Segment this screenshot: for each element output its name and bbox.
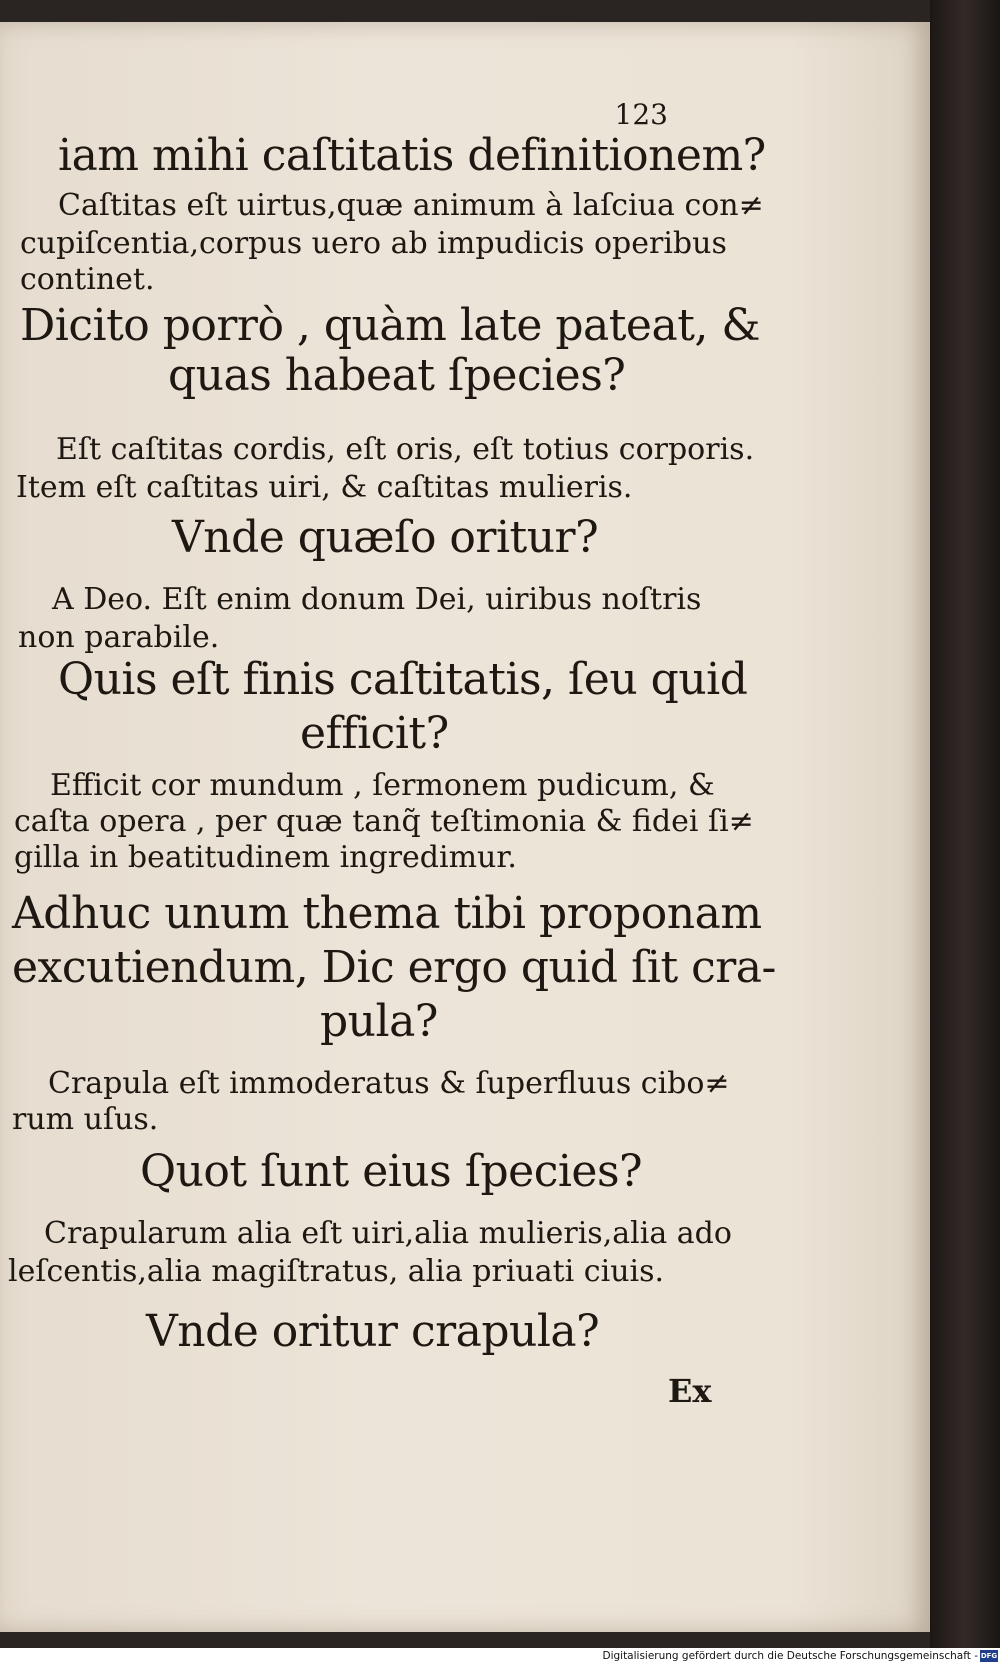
- book-spine-shadow: [930, 0, 1000, 1664]
- dfg-logo: DFG: [980, 1652, 998, 1660]
- heading-line: Quis eſt finis caſtitatis, ſeu quid: [58, 654, 748, 705]
- footer-bar: [0, 1648, 1000, 1664]
- footer-credit: Digitalisierung gefördert durch die Deutsche Forschungsgemeinschaft -: [602, 1650, 978, 1662]
- text-line: continet.: [20, 262, 155, 297]
- text-line: rum uſus.: [12, 1102, 159, 1137]
- heading-line: Adhuc unum thema tibi proponam: [12, 888, 762, 939]
- catchword: Ex: [668, 1372, 712, 1410]
- text-line: non parabile.: [18, 620, 220, 655]
- heading-line: Vnde quæſo oritur?: [172, 512, 599, 563]
- text-line: A Deo. Eſt enim donum Dei, uiribus noſtris: [52, 582, 702, 617]
- text-line: Crapularum alia eſt uiri,alia mulieris,alia ado: [44, 1216, 732, 1251]
- text-line: cupiſcentia,corpus uero ab impudicis operibus: [20, 226, 727, 261]
- heading-line: Vnde oritur crapula?: [146, 1306, 600, 1357]
- text-line: leſcentis,alia magiſtratus, alia priuati ciuis.: [8, 1254, 665, 1289]
- heading-line: efficit?: [300, 708, 449, 759]
- text-line: Caſtitas eſt uirtus,quæ animum à laſciua con≠: [58, 188, 764, 223]
- heading-line: Quot ſunt eius ſpecies?: [140, 1146, 643, 1197]
- heading-line: Dicito porrò , quàm late pateat, &: [20, 300, 761, 351]
- heading-line: excutiendum, Dic ergo quid ſit cra-: [12, 942, 776, 993]
- text-line: Crapula eſt immoderatus & ſuperfluus cibo≠: [48, 1066, 730, 1101]
- text-line: Eſt caſtitas cordis, eſt oris, eſt totius corporis.: [56, 432, 755, 467]
- text-line: Efficit cor mundum , ſermonem pudicum, &: [50, 768, 715, 803]
- text-line: iam mihi caſtitatis definitionem?: [58, 130, 766, 181]
- text-line: gilla in beatitudinem ingredimur.: [14, 840, 517, 875]
- heading-line: quas habeat ſpecies?: [168, 350, 626, 401]
- heading-line: pula?: [320, 996, 438, 1047]
- page-number: 123: [614, 98, 668, 131]
- text-line: Item eſt caſtitas uiri, & caſtitas mulieris.: [16, 470, 633, 505]
- text-line: caſta opera , per quæ tanq̃ teſtimonia & fidei ſi≠: [14, 804, 754, 839]
- book-page: [0, 22, 930, 1632]
